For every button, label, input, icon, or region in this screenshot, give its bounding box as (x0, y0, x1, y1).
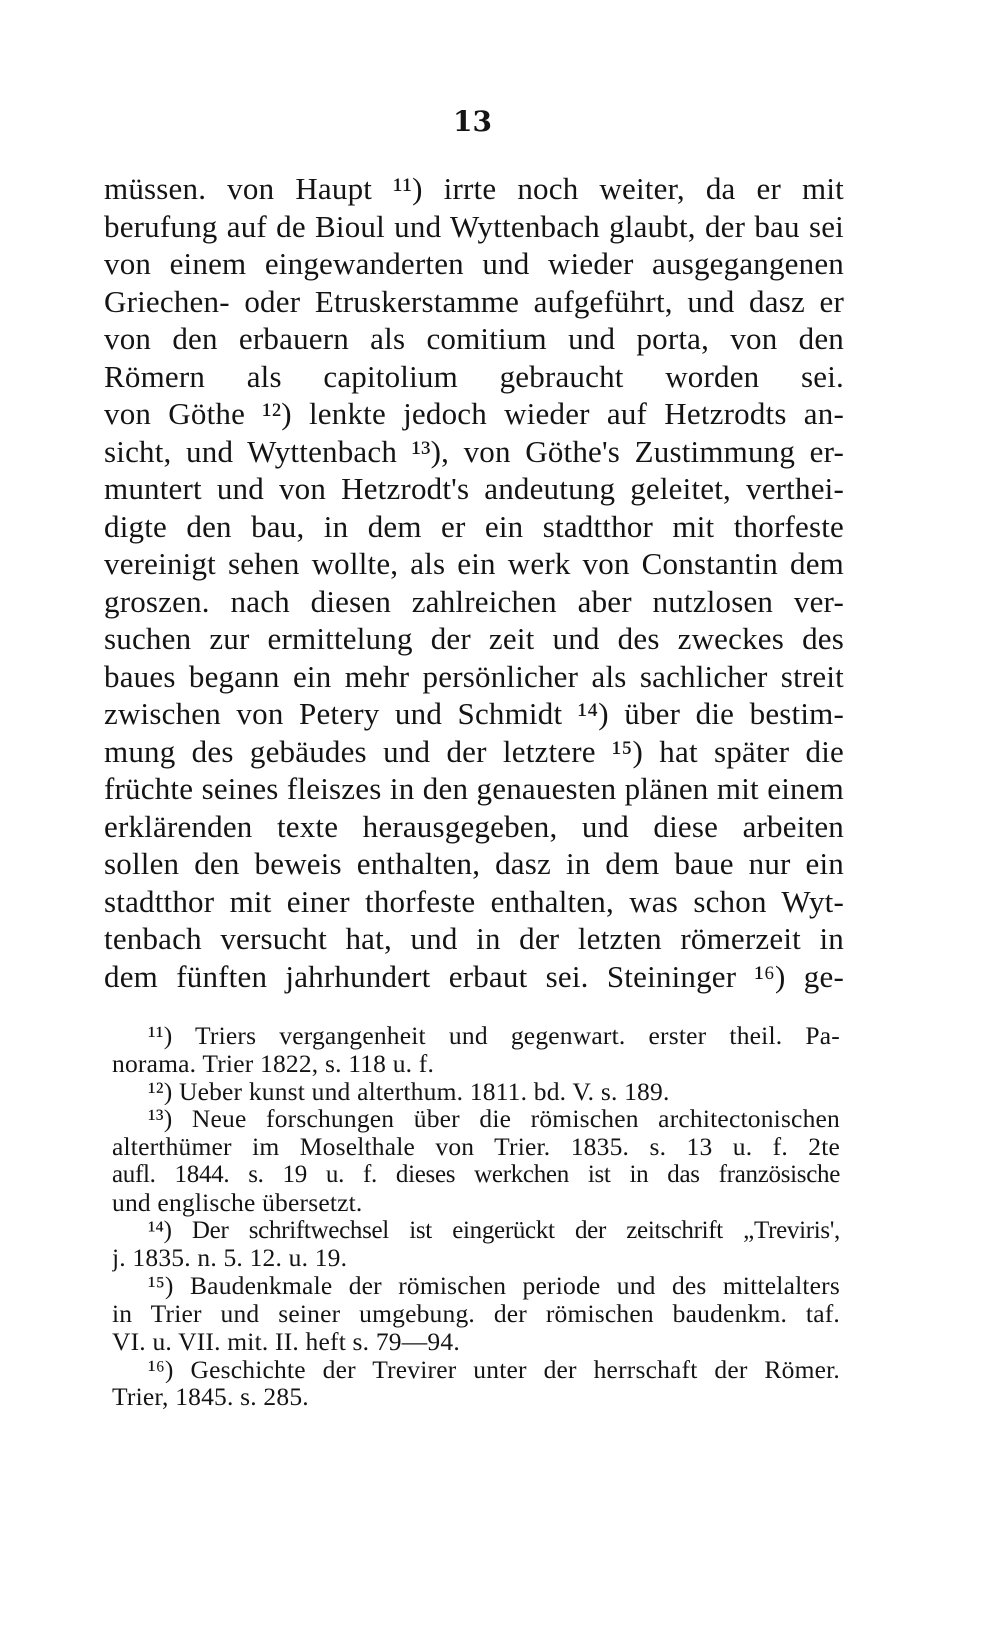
footnote-line: Trier, 1845. s. 285. (112, 1383, 309, 1412)
body-line: sicht, und Wyttenbach ¹³), von Göthe's Zustimmung er- (104, 433, 844, 469)
footnote-12: ¹²) Ueber kunst und alterthum. 1811. bd. V. s. 189. (148, 1077, 670, 1106)
body-line: berufung auf de Bioul und Wyttenbach glaubt, der bau sei (104, 208, 844, 244)
footnote-15: ¹⁵) Baudenkmale der römischen periode und des mittelalters (148, 1272, 840, 1300)
body-line: früchte seines fleiszes in den genauesten plänen mit einem (104, 771, 844, 806)
body-line: baues begann ein mehr persönlicher als sachlicher streit (104, 658, 844, 694)
body-line: muntert und von Hetzrodt's andeutung geleitet, verthei- (104, 471, 844, 506)
body-line: von den erbauern als comitium und porta, von den (104, 321, 844, 356)
footnote-line: j. 1835. n. 5. 12. u. 19. (112, 1244, 348, 1273)
body-line: vereinigt sehen wollte, als ein werk von Constantin dem (104, 546, 844, 581)
body-line: zwischen von Petery und Schmidt ¹⁴) über die bestim- (104, 696, 844, 731)
footnote-11: ¹¹) Triers vergangenheit und gegenwart. erster theil. Pa- (148, 1022, 840, 1050)
body-line: Griechen- oder Etruskerstamme aufgeführt, und dasz er (104, 283, 844, 319)
body-line: digte den bau, in dem er ein stadtthor mit thorfeste (104, 508, 844, 544)
body-line: suchen zur ermittelung der zeit und des zweckes des (104, 621, 844, 656)
body-line: Römern als capitolium gebraucht worden sei. (104, 358, 844, 394)
footnote-13: ¹³) Neue forschungen über die römischen architectonischen (148, 1105, 840, 1134)
body-line: tenbach versucht hat, und in der letzten römerzeit in (104, 921, 844, 956)
footnote-line: VI. u. VII. mit. II. heft s. 79—94. (112, 1327, 460, 1356)
body-line: von einem eingewanderten und wieder ausgegangenen (104, 246, 844, 281)
footnote-line: in Trier und seiner umgebung. der römischen baudenkm. taf. (112, 1299, 840, 1328)
body-line: von Göthe ¹²) lenkte jedoch wieder auf Hetzrodts an- (104, 396, 844, 431)
body-line: groszen. nach diesen zahlreichen aber nutzlosen ver- (104, 583, 844, 619)
footnote-line: aufl. 1844. s. 19 u. f. dieses werkchen ist in das französische (112, 1160, 840, 1188)
footnote-line: und englische übersetzt. (112, 1188, 363, 1217)
body-line: erklärenden texte herausgegeben, und diese arbeiten (104, 808, 844, 844)
body-line: stadtthor mit einer thorfeste enthalten, was schon Wyt- (104, 883, 844, 919)
page-number: 13 (453, 105, 492, 138)
footnote-line: alterthümer im Moselthale von Trier. 1835. s. 13 u. f. 2te (112, 1133, 840, 1161)
body-line: dem fünften jahrhundert erbaut sei. Steininger ¹⁶) ge- (104, 958, 844, 994)
body-line: sollen den beweis enthalten, dasz in dem baue nur ein (104, 846, 844, 881)
body-line: mung des gebäudes und der letztere ¹⁵) hat später die (104, 733, 844, 769)
body-line: müssen. von Haupt ¹¹) irrte noch weiter, da er mit (104, 171, 844, 206)
body-text (104, 170, 844, 995)
footnotes (112, 1022, 840, 1411)
footnote-16: ¹⁶) Geschichte der Trevirer unter der herrschaft der Römer. (148, 1355, 840, 1384)
footnote-14: ¹⁴) Der schriftwechsel ist eingerückt der zeitschrift „Treviris', (148, 1216, 840, 1244)
footnote-line: norama. Trier 1822, s. 118 u. f. (112, 1049, 435, 1078)
